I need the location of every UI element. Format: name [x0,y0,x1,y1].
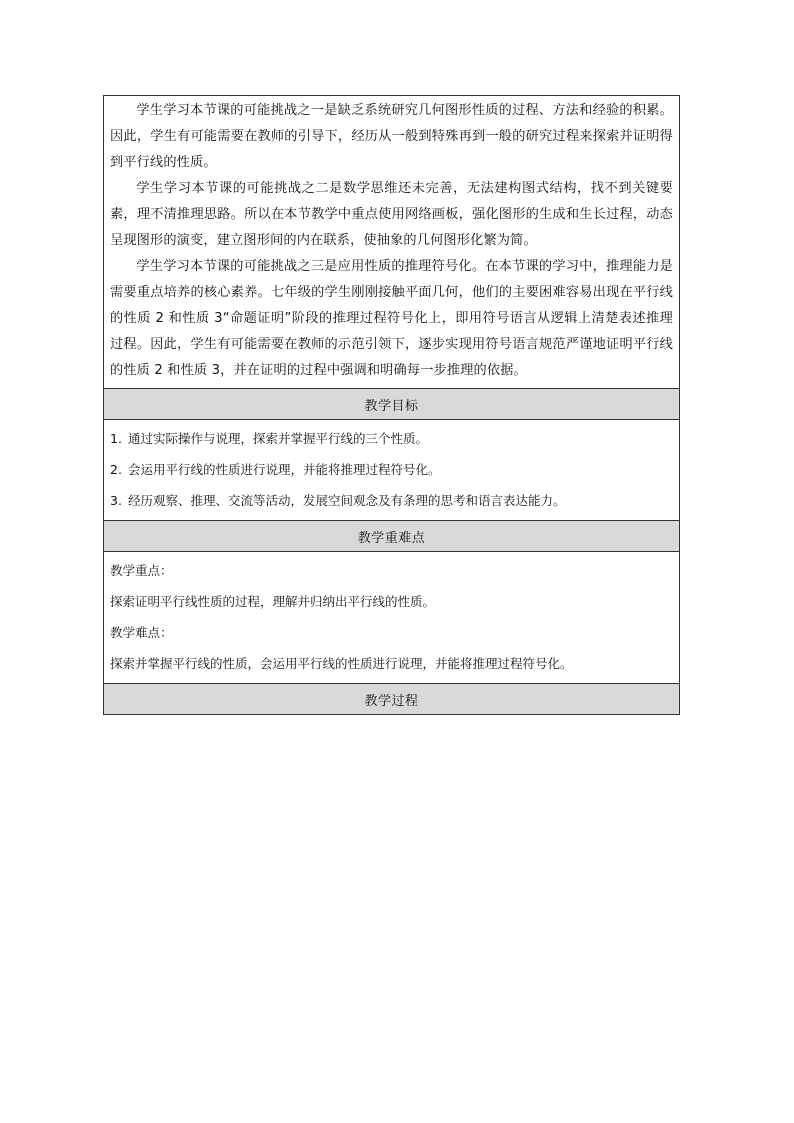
objectives-header: 教学目标 [104,389,680,420]
objective-item-3 [110,485,673,516]
objective-item-1 [110,423,673,454]
challenge-paragraph-1: 学生学习本节课的可能挑战之一是缺乏系统研究几何图形性质的过程、方法和经验的积累。因此，学生有可能需要在教师的引导下，经历从一般到特殊再到一般的研究过程来探索并证明得到平行线的性质。 [110,103,673,170]
objective-text: 经历观察、推理、交流等活动，发展空间观念及有条理的思考和语言表达能力。 [128,493,566,508]
challenge-paragraph-2: 学生学习本节课的可能挑战之二是数学思维还未完善，无法建构图式结构，找不到关键要素，理不清推理思路。所以在本节教学中重点使用网络画板，强化图形的生成和生长过程，动态呈现图形的演变，建立图形间的内在联系，使抽象的几何图形化繁为简。 [110,181,673,248]
objective-item-2 [110,454,673,485]
process-header-row [104,684,680,715]
key-points-cell [104,552,680,684]
process-header: 教学过程 [104,684,680,715]
objectives-header-row [104,389,680,420]
key-points-header: 教学重难点 [104,521,680,552]
challenges-cell [104,96,680,389]
focus-label: 教学重点： [110,563,173,578]
objective-number: 3. [110,493,122,508]
focus-text: 探索证明平行线性质的过程，理解并归纳出平行线的性质。 [110,594,436,609]
objective-number: 1. [110,431,122,446]
objectives-row [104,420,680,521]
challenges-row [104,96,680,389]
difficulty-text: 探索并掌握平行线的性质，会运用平行线的性质进行说理，并能将推理过程符号化。 [110,656,573,671]
lesson-plan-table [103,95,680,715]
objectives-cell [104,420,680,521]
challenge-paragraph-3: 学生学习本节课的可能挑战之三是应用性质的推理符号化。在本节课的学习中，推理能力是需要重点培养的核心素养。七年级的学生刚刚接触平面几何，他们的主要困难容易出现在平行线的性质 2 和性质 3“命题证明”阶段的推理过程符号化上，即用符号语言从逻辑上清楚表述推理过程。因此，学生有可能需要在教师的示范引领下，逐步实现用符号语言规范严谨地证明平行线的性质 2 和性质 3，并在证明的过程中强调和明确每一步推理的依据。 [110,259,673,378]
objective-number: 2. [110,462,122,477]
difficulty-label: 教学难点： [110,625,173,640]
objective-text: 通过实际操作与说理，探索并掌握平行线的三个性质。 [128,431,429,446]
key-points-row [104,552,680,684]
objective-text: 会运用平行线的性质进行说理，并能将推理过程符号化。 [128,462,441,477]
key-points-header-row [104,521,680,552]
